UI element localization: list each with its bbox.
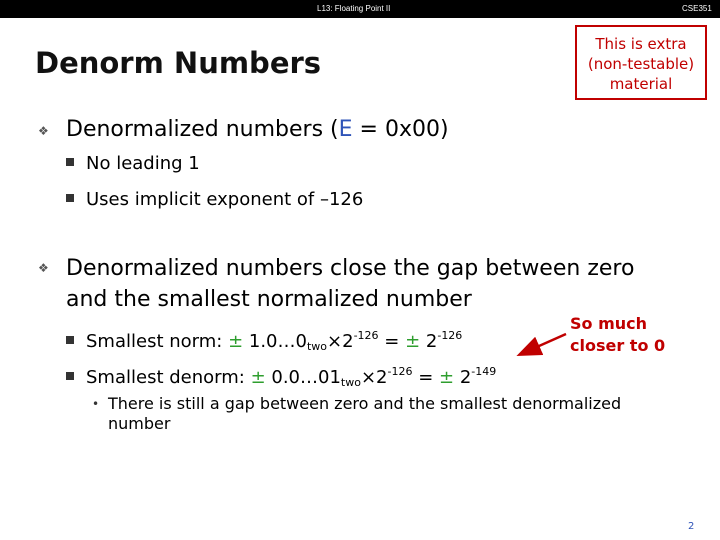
square-bullet-icon <box>66 194 74 202</box>
dot-bullet-icon: • <box>92 397 100 411</box>
lecture-title: L13: Floating Point II <box>317 4 391 13</box>
slide-header-bar <box>0 0 720 18</box>
note-line-1: This is extra <box>595 35 687 53</box>
gap-note: • There is still a gap between zero and the smallest denormalized number <box>92 394 622 433</box>
square-bullet-icon <box>66 336 74 344</box>
sub-bullet-smallest-denorm: Smallest denorm: ± $0.0\dots 01_{two}\times 2^{-126}$ = ± $2^{-149}$ <box>66 360 496 395</box>
diamond-bullet-icon: ❖ <box>38 261 49 275</box>
slide-title: Denorm Numbers <box>35 46 322 80</box>
page-number: 2 <box>688 521 695 532</box>
sub-bullet-smallest-norm: Smallest norm: ± $1.0\dots 0_{two}\times 2^{-126}$ = ± $2^{-126}$ <box>66 324 462 359</box>
square-bullet-icon <box>66 158 74 166</box>
sub-bullet-no-leading-1: No leading 1 <box>66 152 200 176</box>
sub-bullet-implicit-exponent: Uses implicit exponent of –126 <box>66 188 363 212</box>
bullet-close-the-gap: Denormalized numbers close the gap between zero and the smallest normalized number <box>66 256 635 312</box>
note-line-2: (non-testable) <box>587 55 695 73</box>
bullet-denormalized-numbers: Denormalized numbers (E = 0x00) <box>66 117 449 142</box>
exponent-e: E <box>338 117 353 142</box>
callout-closer-to-zero: So much closer to 0 <box>570 314 666 355</box>
square-bullet-icon <box>66 372 74 380</box>
note-line-3: material <box>609 75 673 93</box>
diamond-bullet-icon: ❖ <box>38 124 49 138</box>
course-code: CSE351 <box>682 4 712 13</box>
extra-material-note <box>575 25 707 100</box>
